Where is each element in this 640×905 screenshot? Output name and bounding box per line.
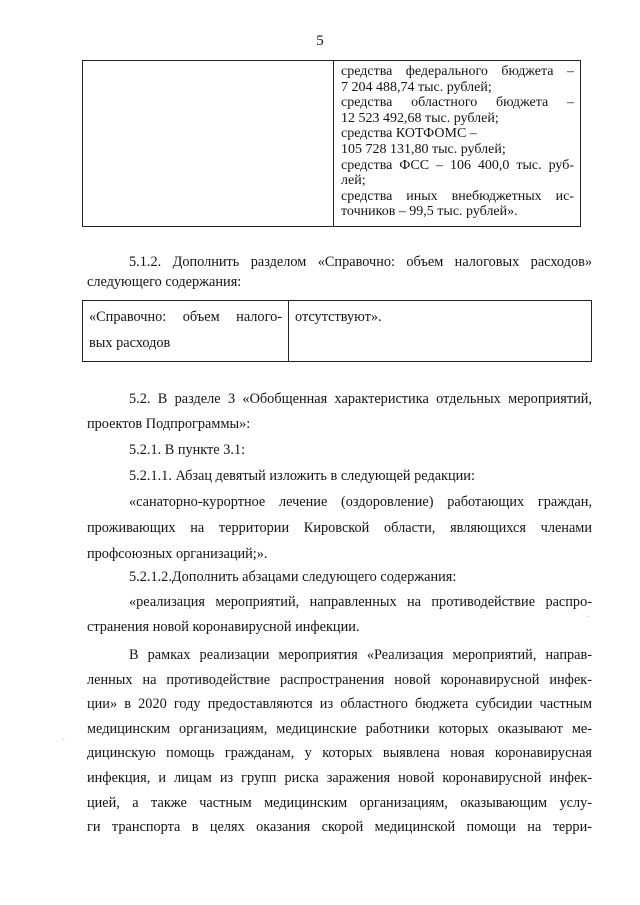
text-line: вых расходов bbox=[89, 335, 171, 351]
paragraph-5-2-1 bbox=[87, 440, 592, 460]
scan-dot: · bbox=[62, 735, 66, 746]
financing-line: 7 204 488,74 тыс. рублей; bbox=[341, 79, 492, 95]
text-line: 5.1.2. Дополнить разделом «Справочно: объем налоговых расходов» bbox=[129, 254, 592, 270]
text-line: 5.2.1. В пункте 3.1: bbox=[129, 442, 246, 458]
financing-line: средства областного бюджета – bbox=[341, 95, 574, 111]
text-line: ции» в 2020 году предоставляются из областного бюджета субсидии частным bbox=[87, 696, 592, 713]
financing-line: 12 523 492,68 тыс. рублей; bbox=[341, 110, 499, 126]
text-line: В рамках реализации мероприятия «Реализация мероприятий, направ- bbox=[129, 647, 592, 663]
financing-line: средства иных внебюджетных ис- bbox=[341, 188, 574, 204]
financing-line: точников – 99,5 тыс. рублей». bbox=[341, 204, 518, 220]
financing-table bbox=[82, 60, 581, 227]
financing-table-left-cell bbox=[83, 61, 334, 227]
reference-table-label-cell bbox=[83, 301, 289, 362]
financing-line: лей; bbox=[341, 173, 366, 189]
text-line: «санаторно-курортное лечение (оздоровление) работающих граждан, bbox=[129, 494, 592, 510]
paragraph-body bbox=[87, 643, 592, 840]
text-line: проектов Подпрограммы»: bbox=[87, 416, 251, 432]
text-line: 5.2. В разделе 3 «Обобщенная характеристика отдельных мероприятий, bbox=[129, 391, 592, 407]
text-line: дицинскую помощь гражданам, у которых выявлена новая коронавирусная bbox=[87, 745, 592, 762]
reference-table bbox=[82, 300, 592, 362]
paragraph-5-1-2 bbox=[87, 252, 592, 292]
financing-line: средства КОТФОМС – bbox=[341, 126, 477, 142]
financing-line: средства федерального бюджета – bbox=[341, 64, 574, 79]
text-line: странения новой коронавирусной инфекции. bbox=[87, 619, 360, 635]
text-line: «Справочно: объем налого- bbox=[89, 309, 282, 325]
text-line: следующего содержания: bbox=[87, 274, 242, 290]
page-number: 5 bbox=[316, 33, 324, 49]
financing-table-right-cell bbox=[334, 61, 581, 227]
text-line: «реализация мероприятий, направленных на противодействие распро- bbox=[129, 594, 592, 610]
text-line: профсоюзных организаций;». bbox=[87, 546, 268, 562]
reference-table-value-cell: отсутствуют». bbox=[289, 301, 592, 362]
text-line: ги транспорта в целях оказания скорой медицинской помощи на терри- bbox=[87, 819, 592, 836]
text-line: инфекция, и лицам из групп риска заражения новой коронавирусной инфек- bbox=[87, 769, 592, 786]
financing-line: средства ФСС – 106 400,0 тыс. руб- bbox=[341, 157, 574, 173]
paragraph-quote bbox=[87, 492, 592, 564]
text-line: 5.2.1.1. Абзац девятый изложить в следующей редакции: bbox=[129, 468, 475, 484]
scan-dot: · bbox=[586, 612, 590, 623]
financing-line: 105 728 131,80 тыс. рублей; bbox=[341, 141, 506, 157]
paragraph-5-2-1-1 bbox=[87, 466, 592, 486]
text-line: ленных на противодействие распространения новой коронавирусной инфек- bbox=[87, 671, 592, 688]
text-line: проживающих на территории Кировской области, являющихся членами bbox=[87, 520, 592, 536]
paragraph-realization bbox=[87, 592, 592, 637]
text-line: цией, а также частным медицинским организациям, оказывающим услу- bbox=[87, 794, 592, 811]
paragraph-5-2 bbox=[87, 389, 592, 434]
paragraph-5-2-1-2 bbox=[87, 567, 592, 587]
text-line: 5.2.1.2.Дополнить абзацами следующего содержания: bbox=[129, 569, 457, 585]
text-line: медицинским организациям, медицинские работники которых оказывают ме- bbox=[87, 720, 592, 737]
